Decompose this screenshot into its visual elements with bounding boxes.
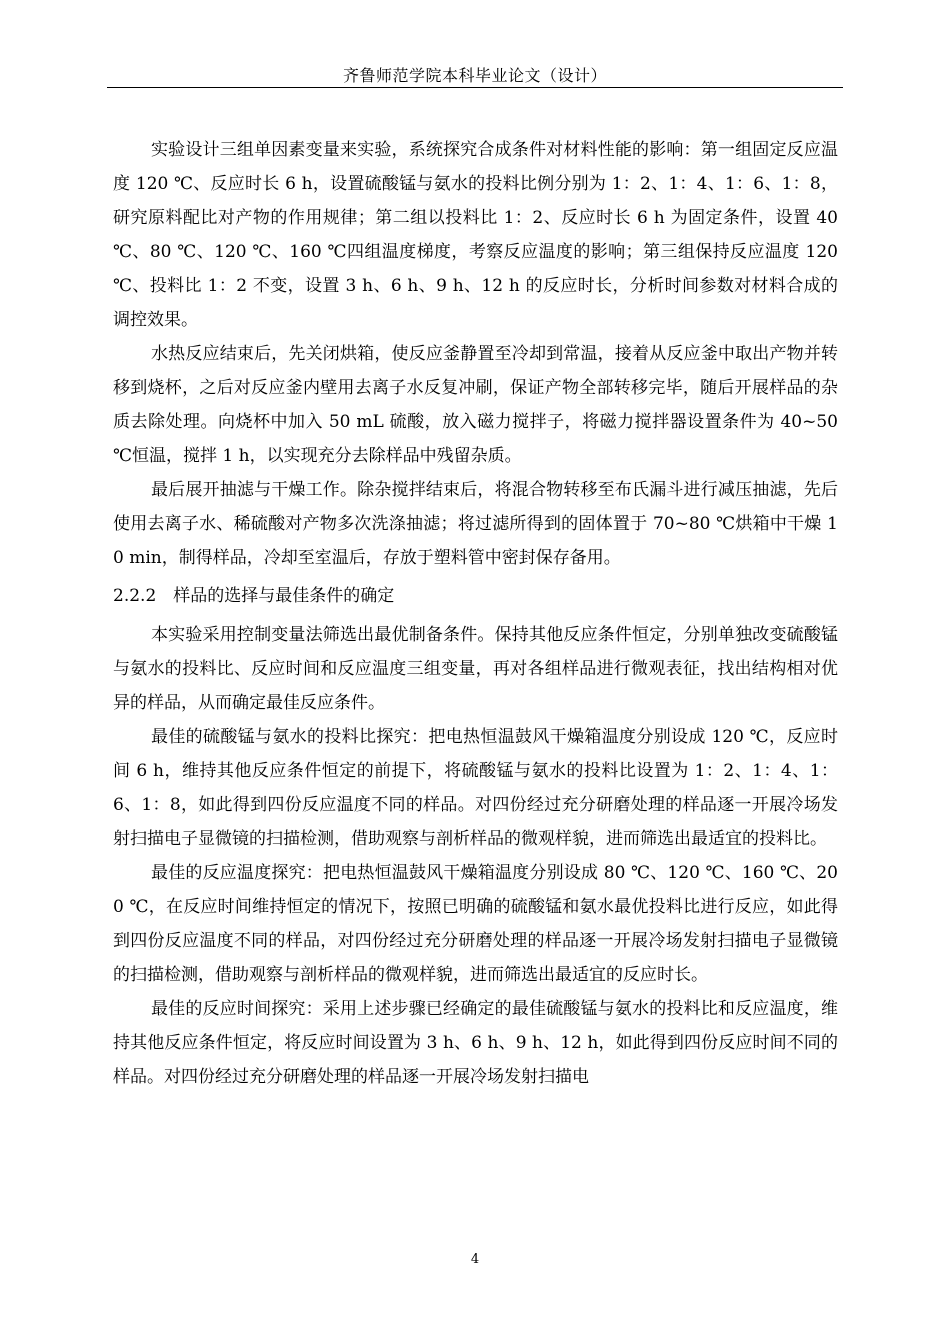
paragraph-experiment-design: 实验设计三组单因素变量来实验，系统探究合成条件对材料性能的影响：第一组固定反应温度 120 ℃、反应时长 6 h，设置硫酸锰与氨水的投料比例分别为 1：2、1：4、1：6、1：8，研究原料配比对产物的作用规律；第二组以投料比 1：2、反应时长 6 h 为固定条件，设置 40 ℃、80 ℃、120 ℃、160 ℃四组温度梯度，考察反应温度的影响；第三组保持反应温度 120 ℃、投料比 1：2 不变，设置 3 h、6 h、9 h、12 h 的反应时长，分析时间参数对材料合成的调控效果。	[113, 140, 838, 330]
page-header: 齐鲁师范学院本科毕业论文（设计）	[342, 66, 607, 85]
header-rule	[107, 87, 843, 88]
paragraph-control-variable: 本实验采用控制变量法筛选出最优制备条件。保持其他反应条件恒定，分别单独改变硫酸锰与氨水的投料比、反应时间和反应温度三组变量，再对各组样品进行微观表征，找出结构相对优异的样品，从而确定最佳反应条件。	[113, 625, 838, 713]
paragraph-optimal-temperature: 最佳的反应温度探究：把电热恒温鼓风干燥箱温度分别设成 80 ℃、120 ℃、160 ℃、200 ℃，在反应时间维持恒定的情况下，按照已明确的硫酸锰和氨水最优投料比进行反应，如此得到四份反应温度不同的样品，对四份经过充分研磨处理的样品逐一开展冷场发射扫描电子显微镜的扫描检测，借助观察与剖析样品的微观样貌，进而筛选出最适宜的反应时长。	[113, 863, 838, 985]
paragraph-optimal-time: 最佳的反应时间探究：采用上述步骤已经确定的最佳硫酸锰与氨水的投料比和反应温度，维持其他反应条件恒定，将反应时间设置为 3 h、6 h、9 h、12 h，如此得到四份反应时间不同的样品。对四份经过充分研磨处理的样品逐一开展冷场发射扫描电	[113, 999, 838, 1087]
page-number: 4	[470, 1252, 480, 1267]
paragraph-optimal-ratio: 最佳的硫酸锰与氨水的投料比探究：把电热恒温鼓风干燥箱温度分别设成 120 ℃，反应时间 6 h，维持其他反应条件恒定的前提下，将硫酸锰与氨水的投料比设置为 1：2、1：4、1：6、1：8，如此得到四份反应温度不同的样品。对四份经过充分研磨处理的样品逐一开展冷场发射扫描电子显微镜的扫描检测，借助观察与剖析样品的微观样貌，进而筛选出最适宜的投料比。	[113, 727, 838, 849]
paragraph-post-reaction: 水热反应结束后，先关闭烘箱，使反应釜静置至冷却到常温，接着从反应釜中取出产物并转移到烧杯，之后对反应釜内壁用去离子水反复冲刷，保证产物全部转移完毕，随后开展样品的杂质去除处理。向烧杯中加入 50 mL 硫酸，放入磁力搅拌子，将磁力搅拌器设置条件为 40~50 ℃恒温，搅拌 1 h，以实现充分去除样品中残留杂质。	[113, 344, 838, 466]
document-body	[113, 133, 838, 1094]
paragraph-filtration-drying: 最后展开抽滤与干燥工作。除杂搅拌结束后，将混合物转移至布氏漏斗进行减压抽滤，先后使用去离子水、稀硫酸对产物多次洗涤抽滤；将过滤所得到的固体置于 70~80 ℃烘箱中干燥 10 min，制得样品，冷却至室温后，存放于塑料管中密封保存备用。	[113, 480, 838, 568]
section-heading: 2.2.2 样品的选择与最佳条件的确定	[113, 586, 395, 606]
